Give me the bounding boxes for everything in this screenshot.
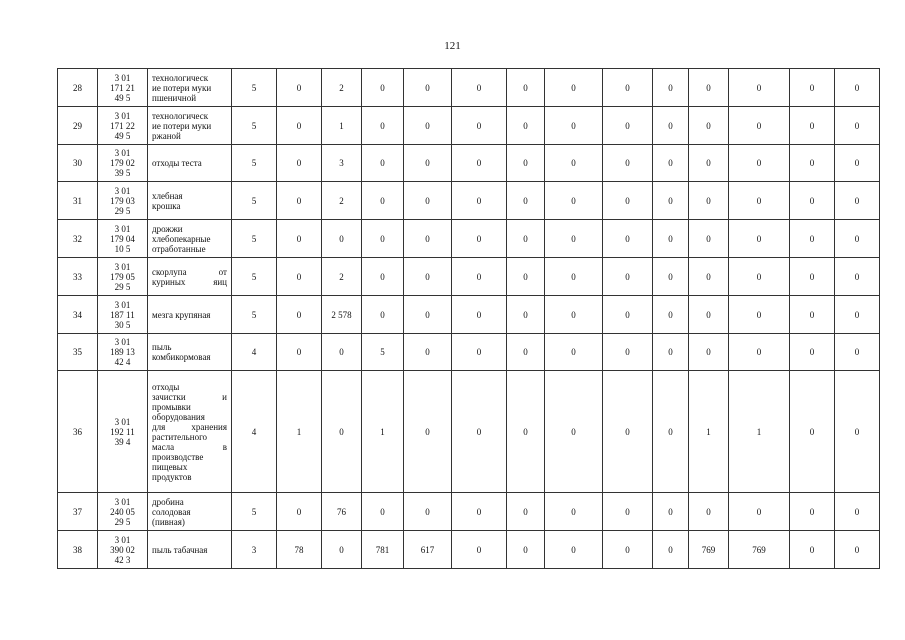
value-cell: 0 (689, 107, 729, 145)
value-cell: 0 (603, 258, 653, 296)
value-cell: 0 (404, 296, 452, 334)
row-number-cell: 33 (58, 258, 98, 296)
waste-code-cell: 3 01 187 11 30 5 (98, 296, 148, 334)
value-cell: 0 (545, 107, 603, 145)
row-number-cell: 35 (58, 334, 98, 371)
value-cell: 0 (603, 69, 653, 107)
hazard-class-cell: 5 (232, 182, 277, 220)
value-cell: 0 (603, 493, 653, 531)
value-cell: 0 (603, 220, 653, 258)
value-cell: 0 (835, 334, 880, 371)
value-cell: 0 (362, 107, 404, 145)
value-cell: 0 (729, 107, 790, 145)
table-body (58, 69, 880, 569)
value-cell: 0 (362, 493, 404, 531)
value-cell: 0 (452, 531, 507, 569)
value-cell: 0 (362, 182, 404, 220)
value-cell: 0 (507, 220, 545, 258)
waste-name-cell: технологическ ие потери муки ржаной (148, 107, 232, 145)
value-cell: 0 (322, 371, 362, 493)
waste-code-cell: 3 01 179 03 29 5 (98, 182, 148, 220)
row-number-cell: 34 (58, 296, 98, 334)
hazard-class-cell: 3 (232, 531, 277, 569)
value-cell: 0 (277, 296, 322, 334)
value-cell: 0 (729, 296, 790, 334)
hazard-class-cell: 5 (232, 296, 277, 334)
value-cell: 0 (653, 145, 689, 182)
value-cell: 0 (404, 334, 452, 371)
value-cell: 0 (404, 371, 452, 493)
value-cell: 0 (362, 69, 404, 107)
table-row (58, 182, 880, 220)
value-cell: 0 (835, 371, 880, 493)
value-cell: 0 (545, 531, 603, 569)
value-cell: 0 (507, 371, 545, 493)
waste-name-cell: отходы теста (148, 145, 232, 182)
value-cell: 0 (507, 493, 545, 531)
value-cell: 0 (507, 531, 545, 569)
table-row (58, 493, 880, 531)
value-cell: 0 (790, 220, 835, 258)
hazard-class-cell: 5 (232, 69, 277, 107)
row-number-cell: 36 (58, 371, 98, 493)
waste-name-cell: скорлупа от куриных яиц (148, 258, 232, 296)
value-cell: 0 (362, 258, 404, 296)
value-cell: 0 (790, 145, 835, 182)
value-cell: 0 (603, 531, 653, 569)
value-cell: 0 (507, 107, 545, 145)
waste-name-cell: хлебная крошка (148, 182, 232, 220)
value-cell: 0 (545, 182, 603, 220)
value-cell: 0 (835, 220, 880, 258)
value-cell: 769 (729, 531, 790, 569)
value-cell: 0 (653, 296, 689, 334)
waste-name-cell: дрожжи хлебопекарные отработанные (148, 220, 232, 258)
value-cell: 0 (545, 69, 603, 107)
value-cell: 0 (729, 220, 790, 258)
value-cell: 0 (545, 334, 603, 371)
waste-table (57, 68, 880, 569)
waste-code-cell: 3 01 171 22 49 5 (98, 107, 148, 145)
value-cell: 0 (545, 258, 603, 296)
hazard-class-cell: 5 (232, 258, 277, 296)
value-cell: 0 (653, 182, 689, 220)
value-cell: 0 (452, 296, 507, 334)
value-cell: 76 (322, 493, 362, 531)
value-cell: 0 (729, 145, 790, 182)
value-cell: 0 (835, 493, 880, 531)
waste-code-cell: 3 01 179 04 10 5 (98, 220, 148, 258)
table-row (58, 258, 880, 296)
hazard-class-cell: 5 (232, 145, 277, 182)
value-cell: 781 (362, 531, 404, 569)
value-cell: 0 (404, 145, 452, 182)
value-cell: 0 (452, 220, 507, 258)
value-cell: 617 (404, 531, 452, 569)
value-cell: 1 (362, 371, 404, 493)
table-row (58, 296, 880, 334)
value-cell: 0 (790, 107, 835, 145)
value-cell: 0 (362, 296, 404, 334)
value-cell: 0 (404, 69, 452, 107)
value-cell: 0 (653, 493, 689, 531)
value-cell: 0 (729, 493, 790, 531)
value-cell: 0 (653, 258, 689, 296)
table-row (58, 334, 880, 371)
value-cell: 0 (452, 69, 507, 107)
value-cell: 0 (689, 220, 729, 258)
value-cell: 0 (452, 493, 507, 531)
value-cell: 0 (277, 145, 322, 182)
row-number-cell: 31 (58, 182, 98, 220)
value-cell: 0 (790, 334, 835, 371)
value-cell: 2 (322, 69, 362, 107)
value-cell: 0 (545, 371, 603, 493)
value-cell: 0 (507, 69, 545, 107)
value-cell: 78 (277, 531, 322, 569)
row-number-cell: 32 (58, 220, 98, 258)
value-cell: 0 (404, 258, 452, 296)
value-cell: 0 (689, 296, 729, 334)
page-number: 121 (444, 40, 461, 52)
value-cell: 0 (277, 493, 322, 531)
value-cell: 0 (507, 145, 545, 182)
hazard-class-cell: 5 (232, 493, 277, 531)
value-cell: 0 (322, 220, 362, 258)
waste-code-cell: 3 01 390 02 42 3 (98, 531, 148, 569)
value-cell: 0 (277, 69, 322, 107)
value-cell: 0 (790, 493, 835, 531)
value-cell: 0 (452, 182, 507, 220)
value-cell: 769 (689, 531, 729, 569)
waste-code-cell: 3 01 171 21 49 5 (98, 69, 148, 107)
value-cell: 0 (322, 334, 362, 371)
value-cell: 0 (603, 371, 653, 493)
value-cell: 0 (545, 296, 603, 334)
value-cell: 0 (322, 531, 362, 569)
value-cell: 0 (689, 493, 729, 531)
table-row (58, 371, 880, 493)
table-row (58, 107, 880, 145)
value-cell: 0 (653, 334, 689, 371)
hazard-class-cell: 4 (232, 334, 277, 371)
row-number-cell: 38 (58, 531, 98, 569)
value-cell: 0 (835, 107, 880, 145)
value-cell: 0 (452, 334, 507, 371)
value-cell: 0 (689, 258, 729, 296)
value-cell: 0 (653, 107, 689, 145)
hazard-class-cell: 5 (232, 107, 277, 145)
value-cell: 0 (452, 371, 507, 493)
hazard-class-cell: 4 (232, 371, 277, 493)
value-cell: 0 (404, 493, 452, 531)
value-cell: 0 (790, 258, 835, 296)
value-cell: 0 (277, 107, 322, 145)
value-cell: 0 (689, 182, 729, 220)
value-cell: 0 (790, 69, 835, 107)
value-cell: 0 (729, 334, 790, 371)
value-cell: 0 (603, 296, 653, 334)
value-cell: 0 (452, 258, 507, 296)
value-cell: 0 (790, 531, 835, 569)
waste-code-cell: 3 01 189 13 42 4 (98, 334, 148, 371)
value-cell: 0 (835, 145, 880, 182)
value-cell: 0 (835, 69, 880, 107)
value-cell: 0 (404, 107, 452, 145)
table-row (58, 531, 880, 569)
table-row (58, 145, 880, 182)
value-cell: 0 (452, 107, 507, 145)
value-cell: 0 (653, 220, 689, 258)
value-cell: 0 (277, 258, 322, 296)
waste-code-cell: 3 01 179 02 39 5 (98, 145, 148, 182)
table-row (58, 220, 880, 258)
value-cell: 0 (277, 220, 322, 258)
waste-name-cell: пыль комбикормовая (148, 334, 232, 371)
value-cell: 5 (362, 334, 404, 371)
value-cell: 0 (404, 182, 452, 220)
waste-name-cell: пыль табачная (148, 531, 232, 569)
waste-name-cell: отходы зачистки и промывки оборудования для хранения растительного масла в производстве пищевых продуктов (148, 371, 232, 493)
value-cell: 0 (507, 258, 545, 296)
value-cell: 0 (835, 296, 880, 334)
value-cell: 0 (507, 182, 545, 220)
value-cell: 0 (790, 296, 835, 334)
value-cell: 0 (277, 182, 322, 220)
value-cell: 0 (545, 145, 603, 182)
waste-name-cell: технологическ ие потери муки пшеничной (148, 69, 232, 107)
value-cell: 0 (729, 182, 790, 220)
waste-name-cell: дробина солодовая (пивная) (148, 493, 232, 531)
value-cell: 0 (689, 145, 729, 182)
value-cell: 0 (404, 220, 452, 258)
value-cell: 0 (507, 334, 545, 371)
row-number-cell: 37 (58, 493, 98, 531)
value-cell: 0 (362, 145, 404, 182)
value-cell: 0 (835, 258, 880, 296)
value-cell: 2 (322, 258, 362, 296)
value-cell: 0 (835, 531, 880, 569)
value-cell: 3 (322, 145, 362, 182)
row-number-cell: 28 (58, 69, 98, 107)
waste-code-cell: 3 01 192 11 39 4 (98, 371, 148, 493)
value-cell: 0 (653, 371, 689, 493)
table-row (58, 69, 880, 107)
value-cell: 1 (277, 371, 322, 493)
value-cell: 0 (603, 182, 653, 220)
value-cell: 0 (790, 371, 835, 493)
value-cell: 0 (653, 69, 689, 107)
value-cell: 2 (322, 182, 362, 220)
value-cell: 0 (603, 145, 653, 182)
value-cell: 1 (689, 371, 729, 493)
value-cell: 0 (729, 258, 790, 296)
row-number-cell: 30 (58, 145, 98, 182)
value-cell: 0 (277, 334, 322, 371)
row-number-cell: 29 (58, 107, 98, 145)
waste-code-cell: 3 01 240 05 29 5 (98, 493, 148, 531)
waste-code-cell: 3 01 179 05 29 5 (98, 258, 148, 296)
value-cell: 0 (507, 296, 545, 334)
value-cell: 0 (790, 182, 835, 220)
value-cell: 1 (729, 371, 790, 493)
waste-name-cell: мезга крупяная (148, 296, 232, 334)
value-cell: 0 (729, 69, 790, 107)
value-cell: 0 (689, 69, 729, 107)
hazard-class-cell: 5 (232, 220, 277, 258)
value-cell: 0 (603, 107, 653, 145)
value-cell: 0 (653, 531, 689, 569)
value-cell: 2 578 (322, 296, 362, 334)
value-cell: 0 (545, 220, 603, 258)
value-cell: 0 (545, 493, 603, 531)
value-cell: 0 (835, 182, 880, 220)
value-cell: 0 (689, 334, 729, 371)
value-cell: 0 (603, 334, 653, 371)
value-cell: 1 (322, 107, 362, 145)
value-cell: 0 (362, 220, 404, 258)
value-cell: 0 (452, 145, 507, 182)
